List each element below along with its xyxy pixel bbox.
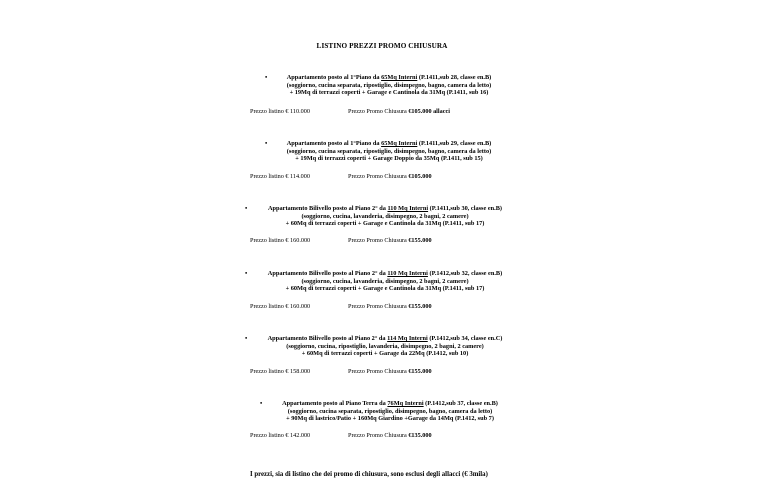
interior-area: 110 Mq Interni: [387, 270, 428, 277]
promo-label: Prezzo Promo Chiusura: [348, 368, 409, 375]
cadastral-info: (P.1411,sub 28, classe en.B): [417, 74, 492, 81]
list-price: Prezzo listino € 110.000: [250, 108, 310, 115]
listing-headline: [274, 140, 504, 148]
bullet-icon: •: [245, 270, 248, 277]
bullet-icon: •: [245, 205, 248, 212]
interior-area: 76Mq Interni: [387, 400, 424, 407]
cadastral-info: (P.1412,sub 34, classe en.C): [427, 335, 503, 342]
promo-price: [348, 108, 450, 115]
interior-area: 65Mq Interni: [381, 74, 418, 81]
promo-label: Prezzo Promo Chiusura: [348, 303, 409, 310]
list-price: Prezzo listino € 160.000: [250, 303, 311, 310]
rooms-line: (soggiorno, cucina separata, ripostiglio, disimpegno, bagno, camera da letto): [287, 407, 493, 415]
promo-value: €105.000 allacci: [408, 108, 450, 115]
cadastral-info: (P.1411,sub 30, classe en.B): [428, 205, 503, 212]
listing-description: [274, 140, 504, 163]
listing-description: [269, 400, 511, 423]
list-price: Prezzo listino € 114.000: [250, 173, 310, 180]
listing-description: [254, 270, 516, 293]
promo-value: €105.000: [408, 173, 432, 180]
promo-price: [348, 303, 432, 310]
interior-area: 114 Mq Interni: [387, 335, 428, 342]
extras-line: + 60Mq di terrazzi coperti + Garage da 22Mq (P.1412, sub 10): [301, 350, 469, 358]
listing-headline: [269, 400, 511, 408]
listing-description: [254, 335, 516, 358]
listing-headline: [254, 270, 516, 278]
listing-description: [254, 205, 516, 228]
extras-line: + 19Mq di terrazzi coperti + Garage e Cantinola da 31Mq (P.1411, sub 16): [289, 89, 489, 97]
list-price: Prezzo listino € 142.000: [250, 432, 311, 439]
listing-headline: [254, 335, 516, 343]
promo-label: Prezzo Promo Chiusura: [348, 237, 409, 244]
headline-text: Appartamento Bilivello posto al Piano 2° da: [267, 335, 388, 342]
cadastral-info: (P.1411,sub 29, classe en.B): [417, 140, 492, 147]
interior-area: 65Mq Interni: [381, 140, 418, 147]
extras-line: + 60Mq di terrazzi coperti + Garage e Cantinola da 31Mq (P.1411, sub 17): [285, 220, 485, 228]
bullet-icon: •: [245, 335, 248, 342]
promo-value: €155.000: [408, 368, 432, 375]
promo-label: Prezzo Promo Chiusura: [348, 108, 409, 115]
extras-line: + 19Mq di terrazzi coperti + Garage Doppio da 35Mq (P.1411, sub 15): [295, 155, 483, 163]
promo-value: €155.000: [408, 303, 432, 310]
headline-text: Appartamento Bilivello posto al Piano 2° da: [267, 270, 388, 277]
footer-note: I prezzi, sia di listino che dei promo di chiusura, sono esclusi degli allacci (€ 3mila): [250, 471, 488, 478]
headline-text: Appartamento posto al Piano Terra da: [282, 400, 388, 407]
headline-text: Appartamento posto al 1°Piano da: [286, 140, 382, 147]
listing-headline: [254, 205, 516, 213]
listing-headline: [274, 74, 504, 82]
headline-text: Appartamento posto al 1°Piano da: [286, 74, 382, 81]
extras-line: + 90Mq di lastrico/Patio + 160Mq Giardino +Garage da 14Mq (P.1412, sub 7): [286, 415, 494, 423]
promo-price: [348, 432, 432, 439]
promo-price: [348, 368, 432, 375]
promo-value: €155.000: [408, 237, 432, 244]
cadastral-info: (P.1412,sub 32, classe en.B): [427, 270, 503, 277]
promo-price: [348, 237, 432, 244]
bullet-icon: •: [265, 74, 268, 81]
rooms-line: (soggiorno, cucina separata, ripostiglio, disimpegno, bagno, camera da letto): [286, 147, 492, 155]
rooms-line: (soggiorno, cucina, lavanderia, disimpegno, 2 bagni, 2 camere): [301, 212, 469, 220]
interior-area: 110 Mq Interni: [387, 205, 429, 212]
promo-label: Prezzo Promo Chiusura: [348, 432, 409, 439]
cadastral-info: (P.1412,sub 37, classe en.B): [423, 400, 498, 407]
listing-description: [274, 74, 504, 97]
bullet-icon: •: [260, 400, 263, 407]
list-price: Prezzo listino € 158.000: [250, 368, 311, 375]
rooms-line: (soggiorno, cucina separata, ripostiglio, disimpegno, bagno, camera da letto): [286, 81, 492, 89]
promo-label: Prezzo Promo Chiusura: [348, 173, 409, 180]
headline-text: Appartamento Bilivello posto al Piano 2° da: [267, 205, 388, 212]
promo-price: [348, 173, 432, 180]
extras-line: + 60Mq di terrazzi coperti + Garage e Cantinola da 31Mq (P.1411, sub 17): [285, 285, 485, 293]
list-price: Prezzo listino € 160.000: [250, 237, 311, 244]
rooms-line: (soggiorno, cucina, lavanderia, disimpegno, 2 bagni, 2 camere): [301, 277, 469, 285]
promo-value: €135.000: [408, 432, 432, 439]
rooms-line: (soggiorno, cucina, ripostiglio, lavanderia, disimpegno, 2 bagni, 2 camere): [286, 342, 484, 350]
document-title: LISTINO PREZZI PROMO CHIUSURA: [316, 42, 448, 50]
bullet-icon: •: [265, 140, 268, 147]
